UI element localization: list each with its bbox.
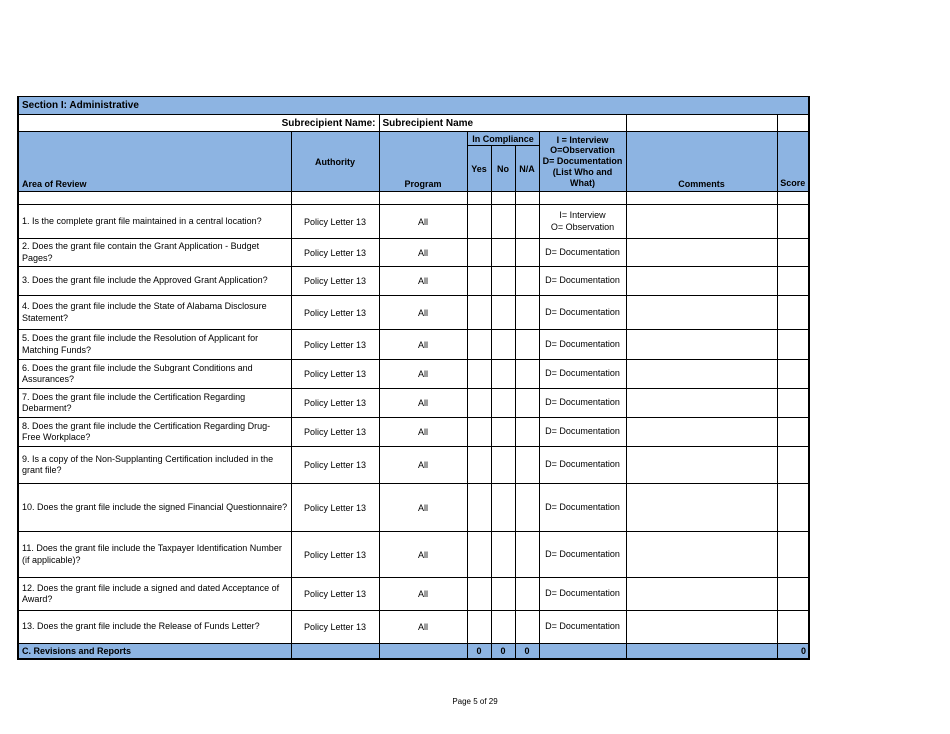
total-na: 0: [515, 644, 539, 659]
method-line1: D= Documentation: [545, 426, 620, 437]
no-cell[interactable]: [491, 532, 515, 578]
area-of-review: 5. Does the grant file include the Resolution of Applicant for Matching Funds?: [18, 330, 291, 360]
program-cell: All: [379, 532, 467, 578]
area-of-review: 9. Is a copy of the Non-Supplanting Certification included in the grant file?: [18, 447, 291, 484]
no-cell[interactable]: [491, 447, 515, 484]
no-cell[interactable]: [491, 330, 515, 360]
no-cell[interactable]: [491, 611, 515, 644]
program-cell: All: [379, 389, 467, 418]
method-cell: [539, 389, 626, 418]
yes-cell[interactable]: [467, 532, 491, 578]
no-cell[interactable]: [491, 296, 515, 330]
method-line1: I= Interview: [559, 209, 606, 220]
score-cell[interactable]: [777, 447, 809, 484]
na-cell[interactable]: [515, 418, 539, 447]
yes-cell[interactable]: [467, 205, 491, 239]
method-line1: D= Documentation: [545, 246, 620, 257]
yes-cell[interactable]: [467, 330, 491, 360]
authority-cell: Policy Letter 13: [291, 330, 379, 360]
yes-cell[interactable]: [467, 296, 491, 330]
program-cell: All: [379, 239, 467, 267]
yes-cell[interactable]: [467, 484, 491, 532]
program-cell: All: [379, 360, 467, 389]
no-cell[interactable]: [491, 239, 515, 267]
yes-cell[interactable]: [467, 389, 491, 418]
method-cell: [539, 418, 626, 447]
method-cell: [539, 447, 626, 484]
score-cell[interactable]: [777, 532, 809, 578]
authority-cell: Policy Letter 13: [291, 484, 379, 532]
program-cell: All: [379, 447, 467, 484]
total-score: 0: [777, 644, 809, 659]
yes-cell[interactable]: [467, 360, 491, 389]
comments-cell[interactable]: [626, 296, 777, 330]
score-cell[interactable]: [777, 484, 809, 532]
table-row: [18, 330, 809, 360]
na-cell[interactable]: [515, 532, 539, 578]
review-table: [17, 96, 810, 660]
score-cell[interactable]: [777, 267, 809, 296]
score-cell[interactable]: [777, 389, 809, 418]
header-yes: Yes: [467, 146, 491, 192]
authority-cell: Policy Letter 13: [291, 578, 379, 611]
method-line2: O= Observation: [550, 221, 615, 232]
yes-cell[interactable]: [467, 447, 491, 484]
section-title: Section I: Administrative: [18, 97, 809, 115]
authority-cell: Policy Letter 13: [291, 389, 379, 418]
area-of-review: 12. Does the grant file include a signed and dated Acceptance of Award?: [18, 578, 291, 611]
no-cell[interactable]: [491, 418, 515, 447]
na-cell[interactable]: [515, 205, 539, 239]
method-cell: [539, 532, 626, 578]
comments-cell[interactable]: [626, 205, 777, 239]
header-program: Program: [379, 132, 467, 192]
no-cell[interactable]: [491, 389, 515, 418]
table-row: [18, 360, 809, 389]
na-cell[interactable]: [515, 484, 539, 532]
header-comments: Comments: [626, 132, 777, 192]
area-of-review: 10. Does the grant file include the signed Financial Questionnaire?: [18, 484, 291, 532]
authority-cell: Policy Letter 13: [291, 532, 379, 578]
method-line1: D= Documentation: [545, 588, 620, 599]
totals-label: C. Revisions and Reports: [18, 644, 291, 659]
area-of-review: 4. Does the grant file include the State of Alabama Disclosure Statement?: [18, 296, 291, 330]
method-cell: [539, 296, 626, 330]
subrecipient-blank: [626, 115, 777, 132]
subrecipient-blank-score: [777, 115, 809, 132]
area-of-review: 11. Does the grant file include the Taxpayer Identification Number (if applicable)?: [18, 532, 291, 578]
program-cell: All: [379, 418, 467, 447]
header-in-compliance: In Compliance: [467, 132, 539, 146]
yes-cell[interactable]: [467, 267, 491, 296]
na-cell[interactable]: [515, 296, 539, 330]
comments-cell[interactable]: [626, 330, 777, 360]
method-line1: D= Documentation: [545, 548, 620, 559]
table-row: [18, 447, 809, 484]
no-cell[interactable]: [491, 267, 515, 296]
method-line1: D= Documentation: [545, 368, 620, 379]
table-row: [18, 296, 809, 330]
na-cell[interactable]: [515, 447, 539, 484]
comments-cell[interactable]: [626, 267, 777, 296]
method-cell: [539, 360, 626, 389]
area-of-review: 8. Does the grant file include the Certification Regarding Drug-Free Workplace?: [18, 418, 291, 447]
method-line1: D= Documentation: [545, 501, 620, 512]
totals-row: [18, 644, 809, 659]
yes-cell[interactable]: [467, 578, 491, 611]
comments-cell[interactable]: [626, 389, 777, 418]
score-cell[interactable]: [777, 611, 809, 644]
method-cell: [539, 205, 626, 239]
comments-cell[interactable]: [626, 611, 777, 644]
area-of-review: 7. Does the grant file include the Certification Regarding Debarment?: [18, 389, 291, 418]
comments-cell[interactable]: [626, 418, 777, 447]
na-cell[interactable]: [515, 389, 539, 418]
method-line1: D= Documentation: [545, 621, 620, 632]
method-line1: D= Documentation: [545, 459, 620, 470]
header-score: Score: [777, 132, 809, 192]
score-cell[interactable]: [777, 330, 809, 360]
header-method-line2: O=Observation: [550, 145, 615, 156]
score-cell[interactable]: [777, 205, 809, 239]
score-cell[interactable]: [777, 360, 809, 389]
comments-cell[interactable]: [626, 578, 777, 611]
header-no: No: [491, 146, 515, 192]
na-cell[interactable]: [515, 611, 539, 644]
authority-cell: Policy Letter 13: [291, 205, 379, 239]
program-cell: All: [379, 611, 467, 644]
method-cell: [539, 330, 626, 360]
table-row: [18, 532, 809, 578]
program-cell: All: [379, 267, 467, 296]
table-row: [18, 578, 809, 611]
authority-cell: Policy Letter 13: [291, 611, 379, 644]
area-of-review: 2. Does the grant file contain the Grant Application - Budget Pages?: [18, 239, 291, 267]
table-row: [18, 389, 809, 418]
na-cell[interactable]: [515, 578, 539, 611]
authority-cell: Policy Letter 13: [291, 360, 379, 389]
comments-cell[interactable]: [626, 360, 777, 389]
comments-cell[interactable]: [626, 239, 777, 267]
method-cell: [539, 484, 626, 532]
table-row: [18, 484, 809, 532]
authority-cell: Policy Letter 13: [291, 296, 379, 330]
header-method: [539, 132, 626, 192]
authority-cell: Policy Letter 13: [291, 239, 379, 267]
score-cell[interactable]: [777, 296, 809, 330]
no-cell[interactable]: [491, 484, 515, 532]
header-authority: Authority: [291, 132, 379, 192]
score-cell[interactable]: [777, 418, 809, 447]
method-line1: D= Documentation: [545, 397, 620, 408]
method-cell: [539, 267, 626, 296]
method-line1: D= Documentation: [545, 306, 620, 317]
authority-cell: Policy Letter 13: [291, 447, 379, 484]
na-cell[interactable]: [515, 360, 539, 389]
program-cell: All: [379, 484, 467, 532]
score-cell[interactable]: [777, 578, 809, 611]
program-cell: All: [379, 330, 467, 360]
total-yes: 0: [467, 644, 491, 659]
no-cell[interactable]: [491, 360, 515, 389]
header-method-line1: I = Interview: [556, 134, 609, 145]
score-cell[interactable]: [777, 239, 809, 267]
no-cell[interactable]: [491, 578, 515, 611]
comments-cell[interactable]: [626, 484, 777, 532]
na-cell[interactable]: [515, 330, 539, 360]
comments-cell[interactable]: [626, 532, 777, 578]
page-footer: Page 5 of 29: [452, 697, 498, 706]
header-na: N/A: [515, 146, 539, 192]
area-of-review: 3. Does the grant file include the Approved Grant Application?: [18, 267, 291, 296]
na-cell[interactable]: [515, 239, 539, 267]
area-of-review: 1. Is the complete grant file maintained in a central location?: [18, 205, 291, 239]
no-cell[interactable]: [491, 205, 515, 239]
yes-cell[interactable]: [467, 418, 491, 447]
authority-cell: Policy Letter 13: [291, 267, 379, 296]
table-row: [18, 611, 809, 644]
na-cell[interactable]: [515, 267, 539, 296]
header-area-of-review: Area of Review: [18, 132, 291, 192]
header-method-line4: (List Who and What): [552, 166, 613, 188]
authority-cell: Policy Letter 13: [291, 418, 379, 447]
method-line1: D= Documentation: [545, 338, 620, 349]
comments-cell[interactable]: [626, 447, 777, 484]
table-row: [18, 239, 809, 267]
area-of-review: 6. Does the grant file include the Subgrant Conditions and Assurances?: [18, 360, 291, 389]
table-row: [18, 418, 809, 447]
program-cell: All: [379, 578, 467, 611]
header-method-line3: D= Documentation: [542, 156, 623, 167]
program-cell: All: [379, 205, 467, 239]
area-of-review: 13. Does the grant file include the Release of Funds Letter?: [18, 611, 291, 644]
method-cell: [539, 611, 626, 644]
method-cell: [539, 239, 626, 267]
method-cell: [539, 578, 626, 611]
table-row: [18, 205, 809, 239]
yes-cell[interactable]: [467, 611, 491, 644]
yes-cell[interactable]: [467, 239, 491, 267]
total-no: 0: [491, 644, 515, 659]
table-row: [18, 267, 809, 296]
method-line1: D= Documentation: [545, 275, 620, 286]
program-cell: All: [379, 296, 467, 330]
subrecipient-name: Subrecipient Name: [379, 115, 626, 132]
subrecipient-label: Subrecipient Name:: [18, 115, 379, 132]
